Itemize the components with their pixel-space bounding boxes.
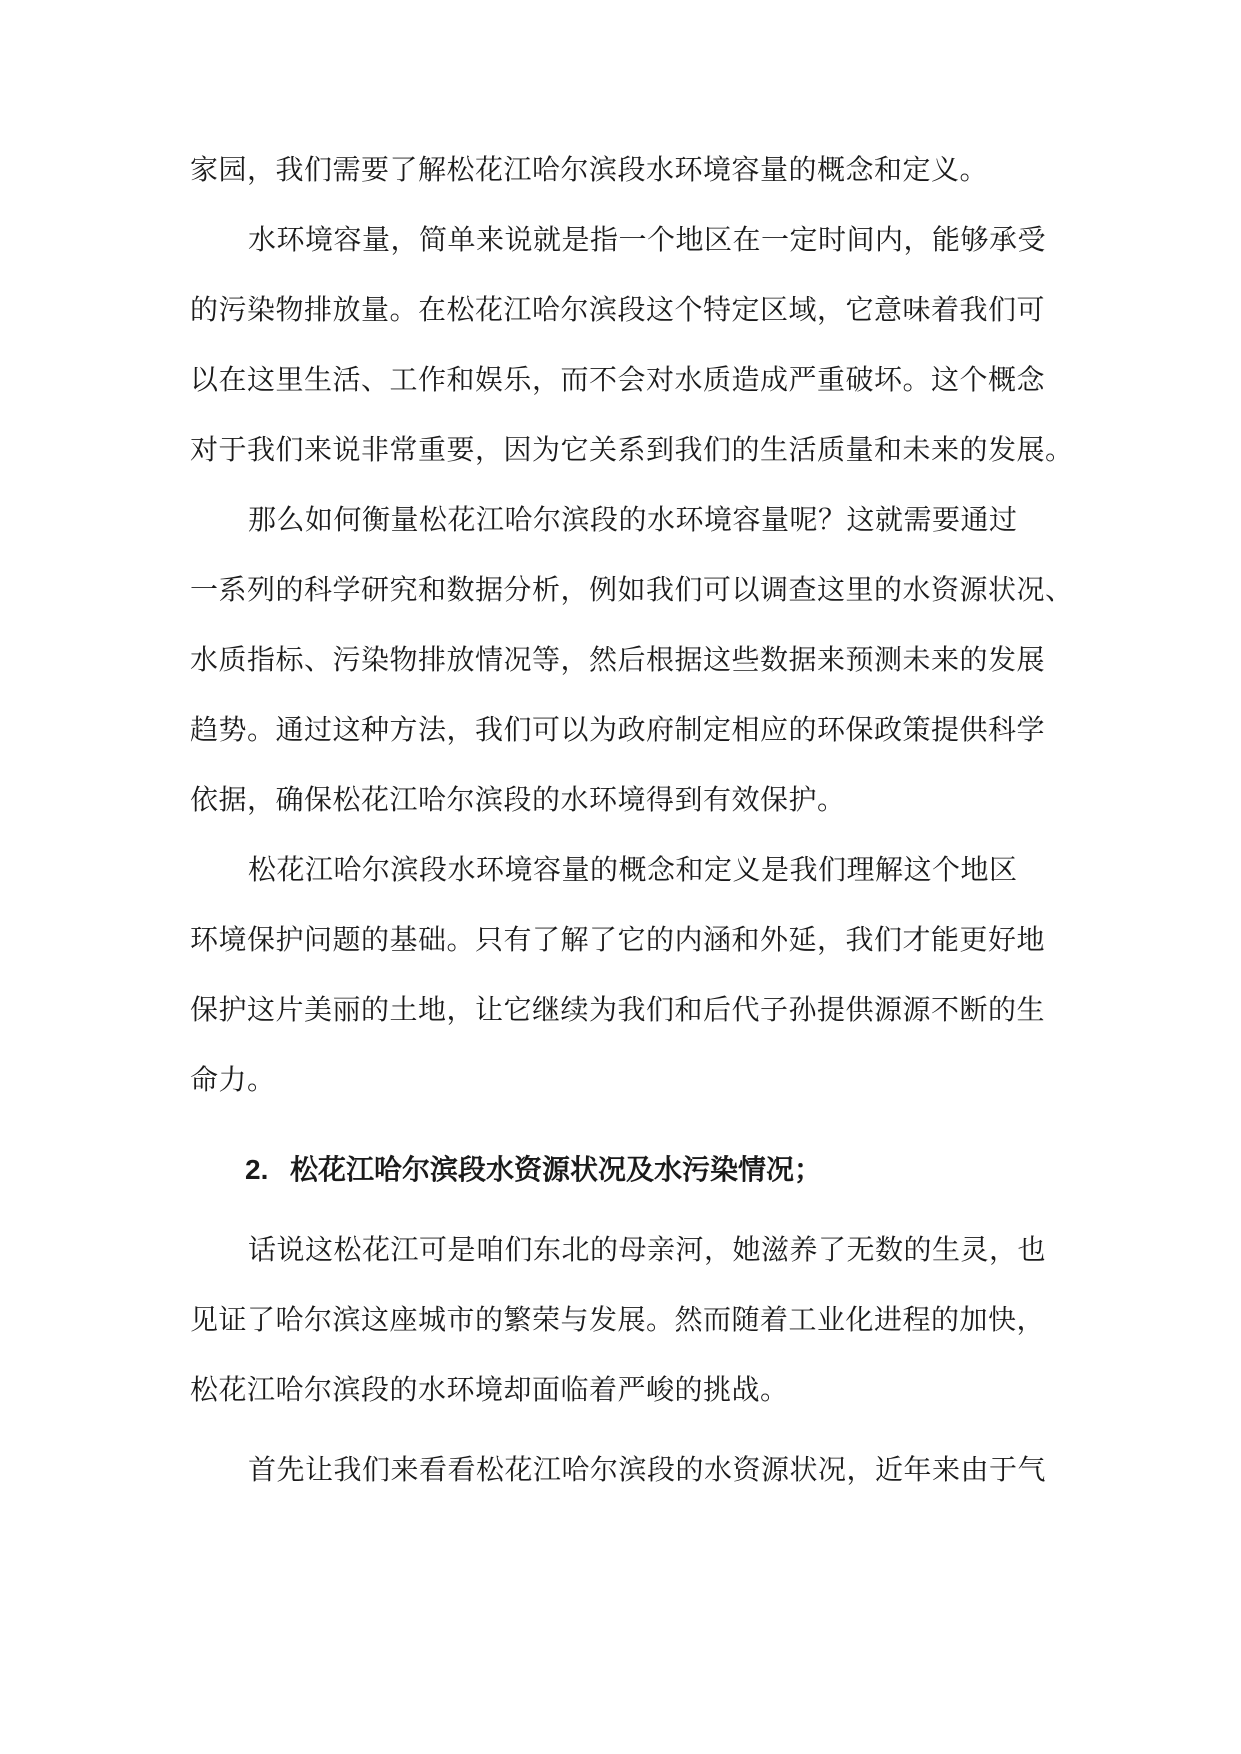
body-text-line: 依据，确保松花江哈尔滨段的水环境得到有效保护。	[190, 783, 846, 816]
body-text-line: 水质指标、污染物排放情况等，然后根据这些数据来预测未来的发展	[190, 643, 1046, 676]
body-text-line: 命力。	[190, 1063, 276, 1096]
section-heading	[245, 1150, 1065, 1190]
body-text-line: 那么如何衡量松花江哈尔滨段的水环境容量呢？这就需要通过	[248, 503, 1018, 536]
body-text-line: 对于我们来说非常重要，因为它关系到我们的生活质量和未来的发展。	[190, 433, 1074, 466]
body-text-line: 保护这片美丽的土地，让它继续为我们和后代子孙提供源源不断的生	[190, 993, 1046, 1026]
body-text-line: 一系列的科学研究和数据分析，例如我们可以调查这里的水资源状况、	[190, 573, 1074, 606]
body-text-line: 见证了哈尔滨这座城市的繁荣与发展。然而随着工业化进程的加快，	[190, 1303, 1046, 1336]
body-text-line: 环境保护问题的基础。只有了解了它的内涵和外延，我们才能更好地	[190, 923, 1046, 956]
section-title: 松花江哈尔滨段水资源状况及水污染情况；	[290, 1153, 823, 1186]
body-text-line: 趋势。通过这种方法，我们可以为政府制定相应的环保政策提供科学	[190, 713, 1046, 746]
body-text-line: 家园，我们需要了解松花江哈尔滨段水环境容量的概念和定义。	[190, 153, 989, 186]
body-text-line: 话说这松花江可是咱们东北的母亲河，她滋养了无数的生灵，也	[248, 1233, 1047, 1266]
body-text-line: 松花江哈尔滨段水环境容量的概念和定义是我们理解这个地区	[248, 853, 1018, 886]
body-text-line: 以在这里生活、工作和娱乐，而不会对水质造成严重破坏。这个概念	[190, 363, 1046, 396]
body-text-line: 水环境容量，简单来说就是指一个地区在一定时间内，能够承受	[248, 223, 1047, 256]
body-text-line: 松花江哈尔滨段的水环境却面临着严峻的挑战。	[190, 1373, 789, 1406]
body-text-line: 的污染物排放量。在松花江哈尔滨段这个特定区域，它意味着我们可	[190, 293, 1046, 326]
body-text-line: 首先让我们来看看松花江哈尔滨段的水资源状况，近年来由于气	[248, 1453, 1047, 1486]
section-number: 2.	[245, 1154, 269, 1185]
